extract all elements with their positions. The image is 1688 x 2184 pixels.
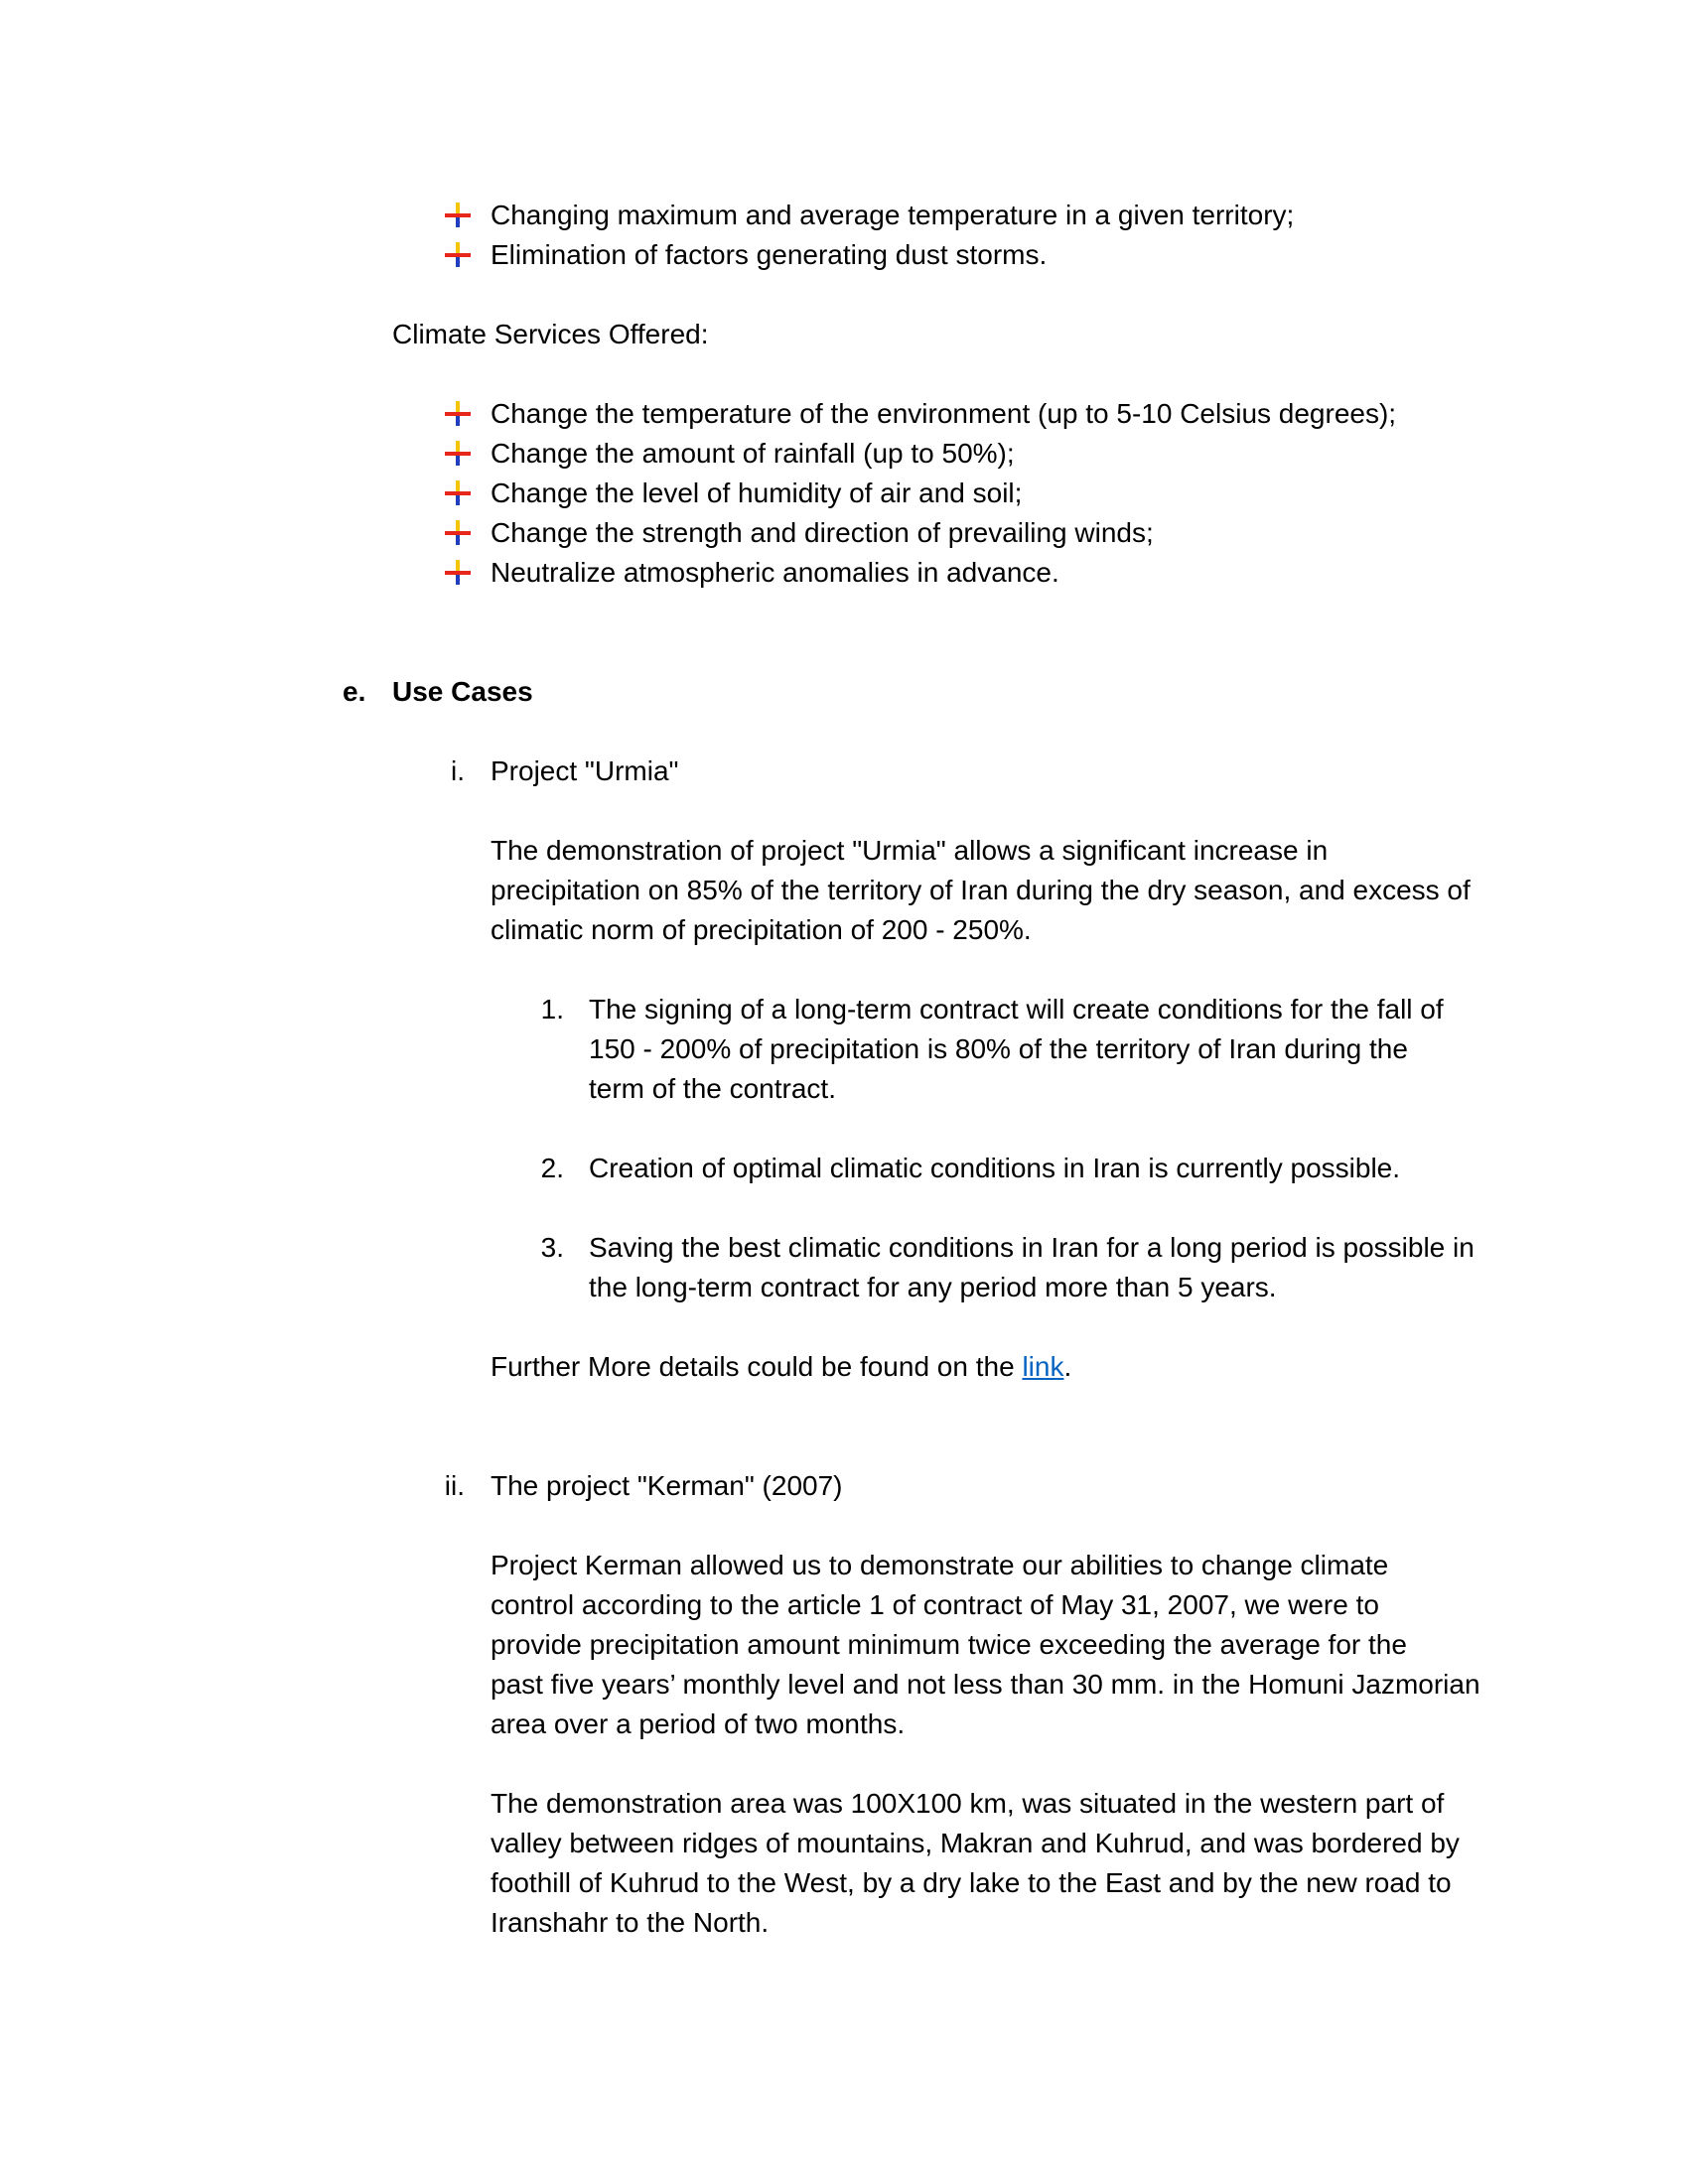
urmia-point-3-line-2: the long-term contract for any period more than 5 years. (589, 1272, 1277, 1302)
urmia-further-details (491, 1347, 1071, 1387)
kerman-para2-line-2: valley between ridges of mountains, Makran and Kuhrud, and was bordered by (491, 1828, 1460, 1858)
further-details-suffix: . (1063, 1351, 1072, 1382)
top-bullet-2: Elimination of factors generating dust storms. (491, 239, 1048, 270)
service-item-2: Change the amount of rainfall (up to 50%); (491, 438, 1015, 469)
project-kerman-marker: ii. (444, 1470, 465, 1501)
project-urmia-marker: i. (451, 755, 465, 786)
section-e-marker: e. (343, 676, 366, 707)
project-urmia-title: Project "Urmia" (491, 755, 679, 786)
urmia-point-2-line-1: Creation of optimal climatic conditions in Iran is currently possible. (589, 1153, 1401, 1183)
kerman-para1-line-4: past five years’ monthly level and not less than 30 mm. in the Homuni Jazmorian (491, 1669, 1480, 1700)
arrow-bullet-icon (443, 399, 473, 429)
urmia-intro-line-2: precipitation on 85% of the territory of Iran during the dry season, and excess of (491, 875, 1471, 905)
kerman-para2-line-3: foothill of Kuhrud to the West, by a dry lake to the East and by the new road to (491, 1867, 1452, 1898)
urmia-intro-line-3: climatic norm of precipitation of 200 - 250%. (491, 914, 1032, 945)
kerman-para1-line-2: control according to the article 1 of contract of May 31, 2007, we were to (491, 1589, 1379, 1620)
service-item-1: Change the temperature of the environment (up to 5-10 Celsius degrees); (491, 398, 1397, 429)
project-kerman-title: The project "Kerman" (2007) (491, 1470, 843, 1501)
kerman-para2-line-1: The demonstration area was 100X100 km, was situated in the western part of (491, 1788, 1445, 1819)
arrow-bullet-icon (443, 240, 473, 270)
arrow-bullet-icon (443, 478, 473, 508)
kerman-para1-line-1: Project Kerman allowed us to demonstrate our abilities to change climate (491, 1550, 1389, 1580)
kerman-para1-line-5: area over a period of two months. (491, 1708, 906, 1739)
service-item-5: Neutralize atmospheric anomalies in advance. (491, 557, 1059, 588)
service-item-3: Change the level of humidity of air and soil; (491, 478, 1023, 508)
urmia-point-3-line-1: Saving the best climatic conditions in Iran for a long period is possible in (589, 1232, 1475, 1263)
arrow-bullet-icon (443, 201, 473, 230)
kerman-para1-line-3: provide precipitation amount minimum twice exceeding the average for the (491, 1629, 1407, 1660)
arrow-bullet-icon (443, 518, 473, 548)
kerman-para2-line-4: Iranshahr to the North. (491, 1907, 770, 1938)
urmia-point-1-line-2: 150 - 200% of precipitation is 80% of the territory of Iran during the (589, 1033, 1408, 1064)
urmia-point-2-marker: 2. (540, 1153, 564, 1183)
section-e-title: Use Cases (392, 676, 533, 707)
arrow-bullet-icon (443, 558, 473, 588)
urmia-point-3-marker: 3. (540, 1232, 564, 1263)
details-link[interactable]: link (1022, 1351, 1064, 1382)
urmia-intro-line-1: The demonstration of project "Urmia" allows a significant increase in (491, 835, 1329, 866)
climate-services-heading: Climate Services Offered: (392, 319, 709, 349)
urmia-point-1-marker: 1. (540, 994, 564, 1024)
top-bullet-1: Changing maximum and average temperature in a given territory; (491, 200, 1295, 230)
service-item-4: Change the strength and direction of prevailing winds; (491, 517, 1154, 548)
arrow-bullet-icon (443, 439, 473, 469)
urmia-point-1-line-3: term of the contract. (589, 1073, 836, 1104)
urmia-point-1-line-1: The signing of a long-term contract will create conditions for the fall of (589, 994, 1444, 1024)
further-details-prefix: Further More details could be found on the (491, 1351, 1023, 1382)
